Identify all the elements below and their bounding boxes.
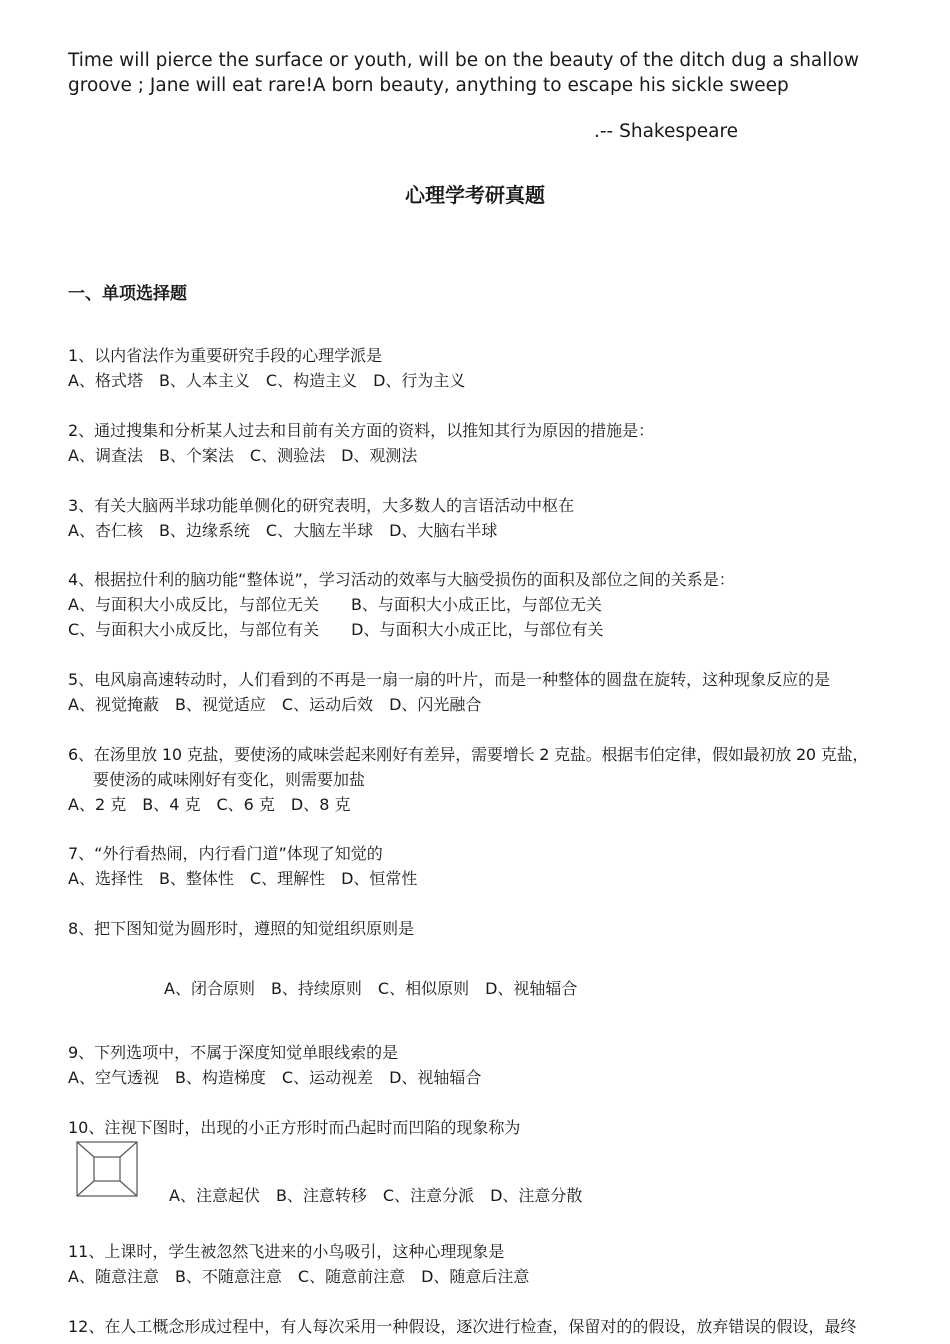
- question-options: A、杏仁核 B、边缘系统 C、大脑左半球 D、大脑右半球: [68, 521, 498, 540]
- question-stem-continued: 要使汤的咸味刚好有变化，则需要加盐: [93, 770, 366, 789]
- question-options: A、格式塔 B、人本主义 C、构造主义 D、行为主义: [68, 371, 466, 390]
- question-options: A、2 克 B、4 克 C、6 克 D、8 克: [68, 795, 351, 814]
- question-options: A、注意起伏 B、注意转移 C、注意分派 D、注意分散: [169, 1186, 583, 1205]
- corner-line: [120, 1181, 137, 1196]
- question-stem: 8、把下图知觉为圆形时，遵照的知觉组织原则是: [68, 919, 415, 938]
- epigraph-quote: Time will pierce the surface or youth, will be on the beauty of the ditch dug a shallow groove ; Jane will eat rare!A born beauty, anything to escape his sickle sweep: [68, 50, 859, 96]
- question-options: A、空气透视 B、构造梯度 C、运动视差 D、视轴辐合: [68, 1068, 482, 1087]
- question-stem: 3、有关大脑两半球功能单侧化的研究表明，大多数人的言语活动中枢在: [68, 496, 575, 515]
- question-stem: 12、在人工概念形成过程中，有人每次采用一种假设，逐次进行检查，保留对的的假设，放弃错误的假设，最终: [68, 1317, 857, 1336]
- question-stem: 2、通过搜集和分析某人过去和目前有关方面的资料，以推知其行为原因的措施是：: [68, 421, 655, 440]
- question-stem: 7、“外行看热闹，内行看门道”体现了知觉的: [68, 844, 383, 863]
- section-heading: 一、单项选择题: [68, 284, 187, 304]
- question-options: A、调查法 B、个案法 C、测验法 D、观测法: [68, 446, 418, 465]
- nested-square-figure: [76, 1141, 140, 1199]
- question-stem: 9、下列选项中，不属于深度知觉单眼线索的是: [68, 1043, 399, 1062]
- question-stem: 4、根据拉什利的脑功能“整体说”，学习活动的效率与大脑受损伤的面积及部位之间的关系是：: [68, 570, 735, 589]
- question-options: A、随意注意 B、不随意注意 C、随意前注意 D、随意后注意: [68, 1267, 530, 1286]
- question-stem: 10、注视下图时，出现的小正方形时而凸起时而凹陷的现象称为: [68, 1118, 521, 1137]
- question-options: C、与面积大小成反比，与部位有关 D、与面积大小成正比，与部位有关: [68, 620, 604, 639]
- question-options: A、选择性 B、整体性 C、理解性 D、恒常性: [68, 869, 418, 888]
- corner-line: [77, 1181, 94, 1196]
- question-stem: 6、在汤里放 10 克盐，要使汤的咸味尝起来刚好有差异，需要增长 2 克盐。根据韦伯定律，假如最初放 20 克盐，: [68, 745, 869, 764]
- page-title: 心理学考研真题: [405, 183, 545, 207]
- question-stem: 5、电风扇高速转动时，人们看到的不再是一扇一扇的叶片，而是一种整体的圆盘在旋转，这种现象反应的是: [68, 670, 831, 689]
- question-stem: 11、上课时，学生被忽然飞进来的小鸟吸引，这种心理现象是: [68, 1242, 505, 1261]
- question-options: A、视觉掩蔽 B、视觉适应 C、运动后效 D、闪光融合: [68, 695, 482, 714]
- inner-square: [94, 1157, 120, 1181]
- corner-line: [120, 1142, 137, 1157]
- question-stem: 1、以内省法作为重要研究手段的心理学派是: [68, 346, 383, 365]
- corner-line: [77, 1142, 94, 1157]
- question-options: A、与面积大小成反比，与部位无关 B、与面积大小成正比，与部位无关: [68, 595, 602, 614]
- question-options: A、闭合原则 B、持续原则 C、相似原则 D、视轴辐合: [164, 979, 578, 998]
- epigraph-attribution: .-- Shakespeare: [594, 121, 739, 142]
